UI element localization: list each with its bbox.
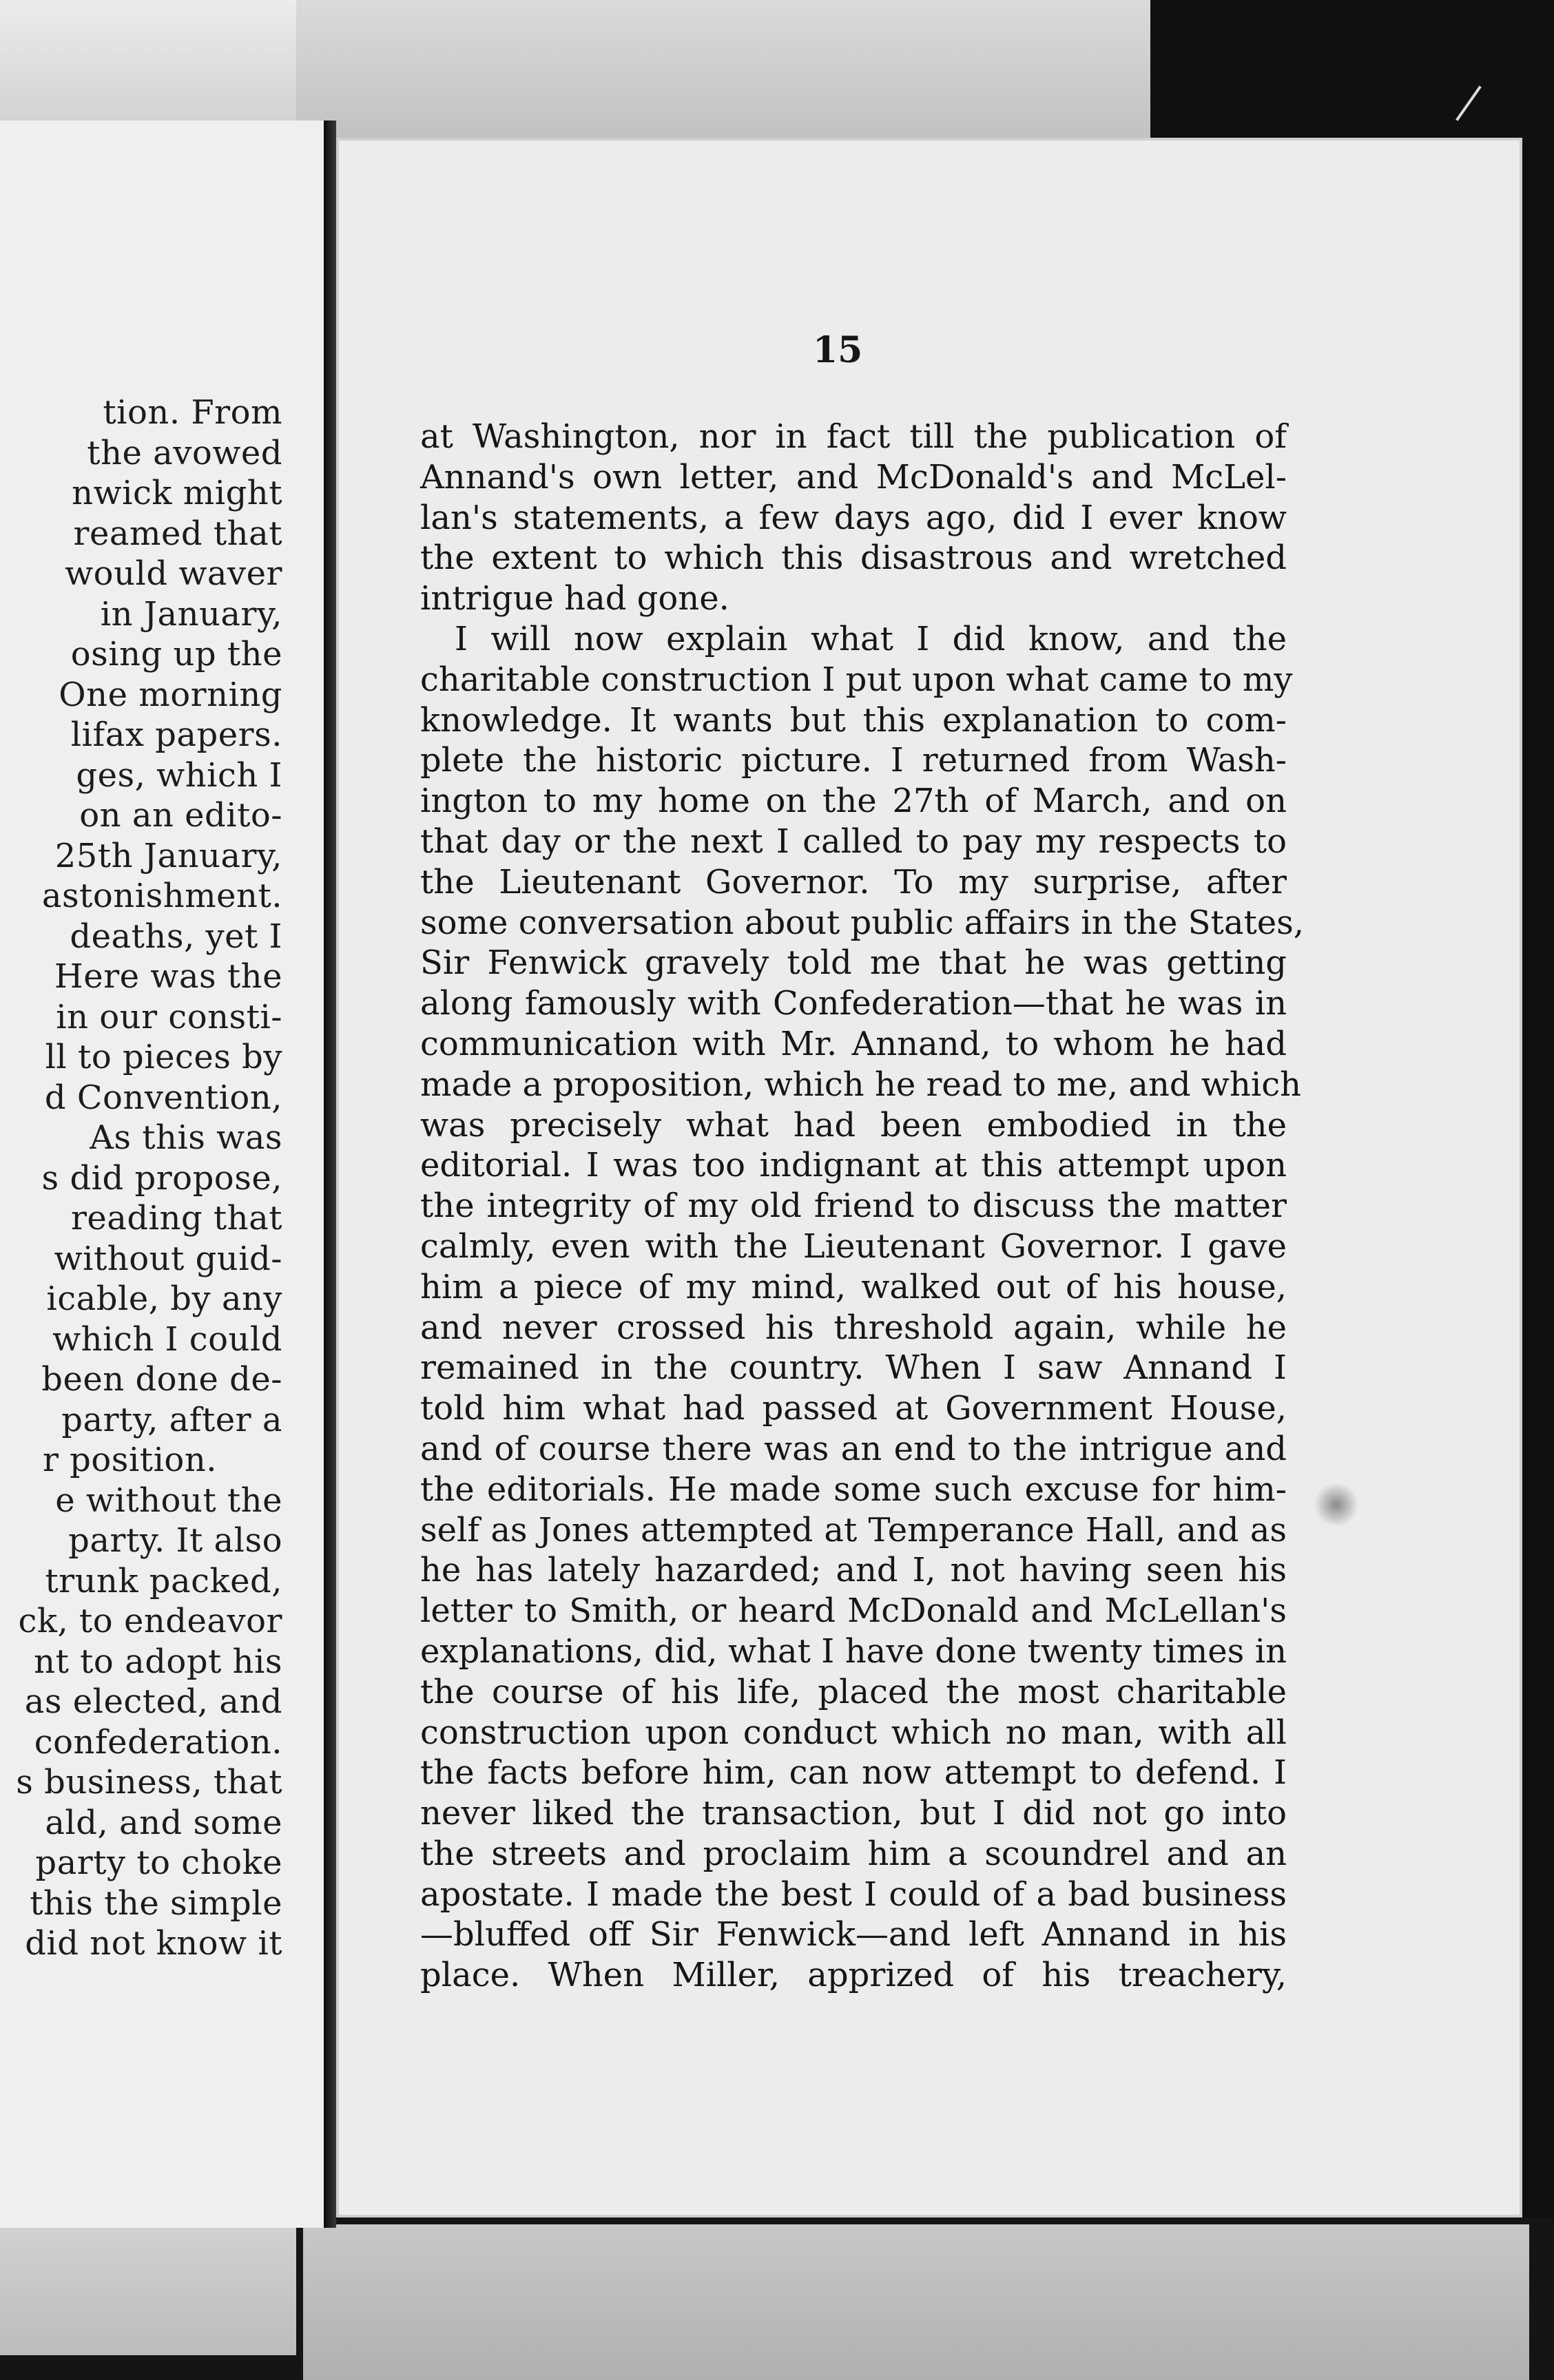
body-text-line: and of course there was an end to the intrigue and — [420, 1429, 1287, 1468]
left-text-line: icable, by any — [46, 1280, 282, 1318]
body-text-line: letter to Smith, or heard McDonald and McLellan's — [420, 1591, 1287, 1631]
left-text-line: deaths, yet I — [70, 917, 282, 956]
left-text-line: trunk packed, — [45, 1561, 282, 1600]
body-text-line: along famously with Confederation—that he was in — [420, 984, 1287, 1023]
body-text-line: place. When Miller, apprized of his treachery, — [420, 1956, 1287, 1995]
body-text-line: the integrity of my old friend to discuss the matter — [420, 1187, 1287, 1226]
left-text-line: as elected, and — [24, 1682, 282, 1721]
left-text-line: party, after a — [61, 1400, 282, 1439]
left-text-line: reamed that — [73, 514, 282, 553]
body-text-line: knowledge. It wants but this explanation to com- — [420, 700, 1287, 740]
scan-mark — [1455, 85, 1482, 121]
body-text-line: lan's statements, a few days ago, did I ever know — [420, 498, 1287, 537]
left-text-line: would waver — [65, 554, 282, 593]
bottom-page-edge — [303, 2224, 1529, 2380]
body-text-line: ington to my home on the 27th of March, and on — [420, 782, 1287, 821]
left-text-line: confederation. — [34, 1722, 282, 1762]
body-text — [420, 417, 1305, 1996]
body-text-line: explanations, did, what I have done twenty times in — [420, 1631, 1287, 1671]
body-text-line: remained in the country. When I saw Annand I — [420, 1348, 1287, 1388]
left-text-line: 25th January, — [54, 836, 282, 875]
body-text-line: self as Jones attempted at Temperance Hall, and as — [420, 1510, 1287, 1549]
page-number: 15 — [813, 329, 863, 371]
body-text-line: apostate. I made the best I could of a bad business — [420, 1875, 1287, 1914]
body-text-line: the Lieutenant Governor. To my surprise, after — [420, 862, 1287, 901]
left-text-line: nt to adopt his — [34, 1642, 282, 1681]
left-text-line: ges, which I — [76, 755, 282, 795]
left-text-line: d Convention, — [44, 1078, 282, 1117]
body-text-line: construction upon conduct which no man, with all — [420, 1713, 1287, 1752]
left-text-line: ck, to endeavor — [18, 1602, 282, 1640]
body-text-line: never liked the transaction, but I did not go into — [420, 1794, 1287, 1833]
body-text-line: calmly, even with the Lieutenant Governor. I gave — [420, 1226, 1287, 1266]
left-text-line: party. It also — [68, 1521, 282, 1560]
left-page-text — [0, 393, 282, 1964]
left-page-fragment — [0, 121, 328, 2228]
left-text-line: tion. From — [103, 393, 282, 432]
left-text-line: which I could — [52, 1319, 282, 1359]
top-left-page-edge — [0, 0, 296, 131]
left-text-line: been done de- — [41, 1360, 282, 1399]
ink-smudge — [1312, 1484, 1360, 1525]
body-text-line: at Washington, nor in fact till the publication of — [420, 417, 1287, 456]
body-text-line: the streets and proclaim him a scoundrel and an — [420, 1834, 1287, 1873]
left-text-line: ll to pieces by — [45, 1038, 282, 1076]
left-text-line: nwick might — [72, 474, 282, 512]
left-text-line: s business, that — [16, 1763, 282, 1802]
body-text-line: that day or the next I called to pay my respects to — [420, 822, 1287, 861]
left-text-line: lifax papers. — [70, 716, 282, 754]
left-text-line: e without the — [55, 1481, 282, 1520]
body-text-line: intrigue had gone. — [420, 579, 729, 618]
left-text-line: Here was the — [54, 957, 282, 996]
body-text-line: plete the historic picture. I returned from Wash- — [420, 741, 1287, 780]
body-text-line: some conversation about public affairs in the States, — [420, 903, 1305, 942]
body-text-line: the editorials. He made some such excuse for him- — [420, 1470, 1287, 1509]
left-text-line: reading that — [70, 1199, 282, 1238]
left-text-line: astonishment. — [41, 877, 282, 915]
body-text-line: was precisely what had been embodied in the — [420, 1105, 1287, 1145]
body-text-line: the facts before him, can now attempt to defend. I — [420, 1753, 1287, 1793]
left-text-line: in January, — [100, 594, 282, 634]
left-text-line: this the simple — [30, 1883, 282, 1923]
body-text-line: I will now explain what I did know, and the — [455, 619, 1287, 658]
left-text-line: One morning — [59, 675, 282, 714]
body-text-line: the course of his life, placed the most charitable — [420, 1672, 1287, 1711]
body-text-line: the extent to which this disastrous and wretched — [420, 539, 1287, 578]
body-text-line: —bluffed off Sir Fenwick—and left Annand in his — [420, 1915, 1287, 1954]
left-text-line: As this was — [90, 1118, 282, 1157]
left-text-line: osing up the — [70, 635, 282, 674]
body-text-line: told him what had passed at Government House, — [420, 1389, 1287, 1428]
body-text-line: Sir Fenwick gravely told me that he was getting — [420, 943, 1287, 983]
left-text-line: party to choke — [35, 1844, 282, 1882]
left-text-line: on an edito- — [79, 796, 282, 835]
body-text-line: him a piece of my mind, walked out of his house, — [420, 1267, 1287, 1306]
left-text-line: the avowed — [87, 433, 282, 472]
body-text-line: Annand's own letter, and McDonald's and McLel- — [420, 457, 1287, 497]
body-text-line: editorial. I was too indignant at this attempt upon — [420, 1146, 1287, 1185]
body-text-line: and never crossed his threshold again, while he — [420, 1308, 1287, 1347]
left-text-line: in our consti- — [56, 997, 282, 1036]
body-text-line: charitable construction I put upon what came to my — [420, 660, 1293, 699]
body-text-line: he has lately hazarded; and I, not having seen his — [420, 1551, 1287, 1590]
left-text-line: without guid- — [54, 1239, 282, 1278]
left-text-line: ald, and some — [45, 1803, 282, 1842]
left-text-line: did not know it — [25, 1924, 282, 1963]
body-text-line: made a proposition, which he read to me, and which — [420, 1065, 1302, 1104]
left-text-line: s did propose, — [41, 1158, 282, 1198]
left-text-line: r position. — [42, 1441, 217, 1479]
page-gutter — [324, 121, 336, 2228]
body-text-line: communication with Mr. Annand, to whom he had — [420, 1024, 1287, 1063]
